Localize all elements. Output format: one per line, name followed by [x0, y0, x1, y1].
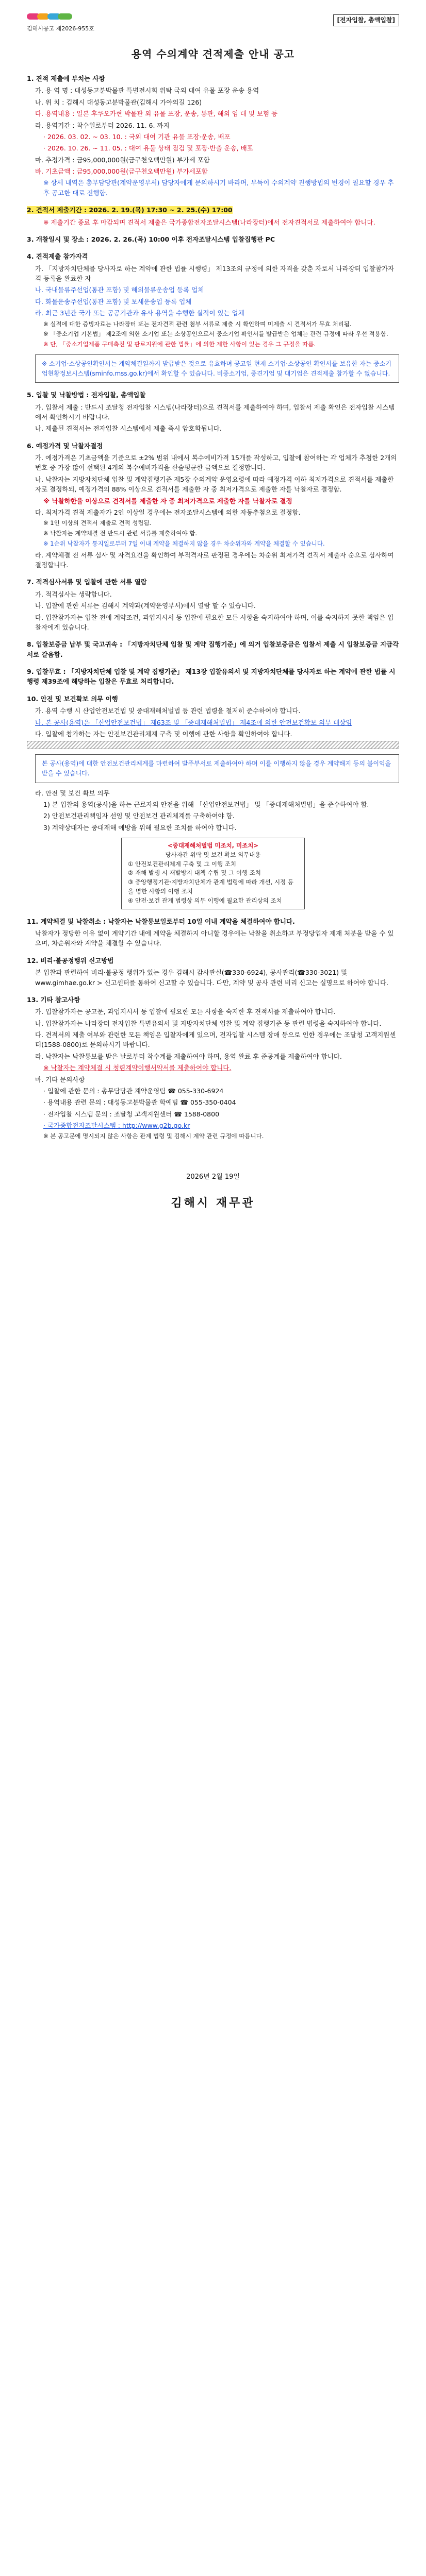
s12-line: 본 입찰과 관련하여 비리·불공정 행위가 있는 경우 김해시 감사관실(☎330-6924), 공사관리(☎330-3021) 및 www.gimhae.go.kr > 신고센터를 통하여 신고할 수 있습니다. 다만, 계약 및 공사 관련 비리 신고는 실명으로 하여야 합니다.	[35, 969, 389, 987]
s1-budget: 마. 추정가격 : 금95,000,000원(금구천오백만원) 부가세 포함	[35, 156, 210, 164]
notice-number: 김해시공고 제2026-955호	[27, 25, 94, 32]
panel-item: ④ 안전·보건 관계 법령상 의무 이행에 필요한 관리상의 조치	[128, 896, 282, 904]
s10-line: 가. 용역 수행 시 산업안전보건법 및 중대재해처벌법 등 관련 법령을 철저히 준수하여야 합니다.	[35, 707, 301, 715]
s1-line: 다. 용역내용 : 일본 후쿠오카현 박물관 외 유물 포장, 운송, 통관, 해외 임 대 및 보험 등	[35, 110, 278, 118]
panel-title: <중대재해처벌법 미조치, 미조치>	[167, 842, 259, 850]
logo-mark-icon	[27, 11, 74, 23]
panel-item: ② 재해 발생 시 재발방지 대책 수립 및 그 이행 조치	[128, 869, 261, 877]
s13-underline-note: ※ 낙찰자는 계약체결 시 청렴계약이행서약서를 제출하여야 합니다.	[43, 1064, 232, 1072]
s1-heading: 1. 견적 제출에 부치는 사항	[27, 75, 105, 83]
s10-after: 2) 안전보건관리책임자 선임 및 안전보건 관리체계를 구축하여야 함.	[43, 812, 235, 820]
s10-line: 다. 입찰에 참가하는 자는 안전보건관리체계 구축 및 이행에 관한 사항을 확인하여야 합니다.	[35, 730, 292, 738]
s13-line: 라. 낙찰자는 낙찰통보를 받은 날로부터 착수계를 제출하여야 하며, 용역 완료 후 준공계를 제출하여야 합니다.	[35, 1052, 342, 1060]
bid-type-tag: [전자입찰, 총액입찰]	[333, 14, 399, 26]
divider-hatch	[27, 741, 399, 749]
s4-heading: 4. 견적제출 참가자격	[27, 252, 88, 261]
s2-heading-text: 2. 견적서 제출기간 : 2026. 2. 19.(목) 17:30 ~ 2. 25.(수) 17:00	[27, 206, 233, 214]
s13-inquiry: · 입찰에 관한 문의 : 총무담당관 계약운영팀 ☎ 055-330-6924	[43, 1087, 224, 1095]
s10-law-panel	[121, 838, 305, 909]
s5-heading: 5. 입찰 및 낙찰방법 : 전자입찰, 총액입찰	[27, 391, 146, 399]
s4-note: ※ 단, 「중소기업제품 구매촉진 및 판로지원에 관한 법률」에 의한 제한 사항이 있는 경우 그 규정을 따름.	[43, 341, 316, 348]
s6-heading: 6. 예정가격 및 낙찰자결정	[27, 442, 103, 450]
s9-heading: 9. 입찰무효 : 「지방자치단체 입찰 및 계약 집행기준」 제13장 입찰유의서 및 지방자치단체를 당사자로 하는 계약에 관한 법률 시행령 제39조에 해당하는 입찰은 무효로 처리합니다.	[27, 668, 396, 686]
s4-line: 가. 「지방자치단체를 당사자로 하는 계약에 관한 법률 시행령」 제13조의 규정에 의한 자격을 갖춘 자로서 나라장터 입찰참가자격 등록을 완료한 자	[35, 264, 395, 283]
issuer-signature: 김해시 재무관	[171, 1197, 255, 1210]
s10-after: 3) 계약상대자는 중대재해 예방을 위해 필요한 조치를 하여야 합니다.	[43, 823, 237, 832]
s5-line: 가. 입찰서 제출 : 반드시 조달청 전자입찰 시스템(나라장터)으로 견적서를 제출하여야 하며, 입찰서 제출 확인은 전자입찰 시스템에서 확인하시기 바랍니다.	[35, 403, 395, 421]
s10-safety-box: 본 공사(용역)에 대한 안전보건관리체계를 마련하여 발주부서로 제출하여야 하며 이를 이행하지 않을 경우 계약해지 등의 불이익을 받을 수 있습니다.	[35, 754, 399, 783]
s11-line: 낙찰자가 정당한 이유 없이 계약기간 내에 계약을 체결하지 아니할 경우에는 낙찰을 취소하고 부정당업자 제재 처분을 받을 수 있으며, 차순위자와 계약을 체결할 수 있습니다.	[35, 929, 394, 947]
s1-line: 가. 용 역 명 : 대성동고분박물관 특별전시회 위탁 국외 대여 유물 포장 운송 용역	[35, 87, 259, 95]
s4-note: ※ 실적에 대한 증빙자료는 나라장터 또는 전자견적 관련 첨부 서류로 제출 시 확인하며 미제출 시 견적서가 무효 처리됨.	[43, 320, 352, 328]
s6-blue-note: ※ 1순위 낙찰자가 통지일로부터 7일 이내 계약을 체결하지 않을 경우 차순위자와 계약을 체결할 수 있습니다.	[43, 539, 325, 547]
s7-heading: 7. 적격심사서류 및 입찰에 관한 서류 열람	[27, 578, 147, 586]
panel-subtitle: 당사자간 위탁 및 보건 확보 의무내용	[165, 851, 261, 858]
s6-line: 다. 최저가격 견적 제출자가 2인 이상일 경우에는 전자조달시스템에 의한 자동추첨으로 결정함.	[35, 508, 301, 516]
s2-heading	[27, 205, 399, 215]
s10-after: 1) 본 입찰의 용역(공사)을 하는 근로자의 안전을 위해 「산업안전보건법」 및 「중대재해처벌법」을 준수하여야 함.	[43, 800, 369, 808]
s6-tail: 라. 계약체결 전 서류 심사 및 자격요건을 확인하여 부적격자로 판정된 경우에는 차순위 최저가격 견적서 제출자 순으로 심사하여 결정합니다.	[35, 551, 394, 569]
s13-final-note: ※ 본 공고문에 명시되지 않은 사항은 관계 법령 및 김해시 계약 관련 규정에 따릅니다.	[43, 1132, 264, 1140]
s13-line: 가. 입찰참가자는 공고문, 과업지시서 등 입찰에 필요한 모든 사항을 숙지한 후 견적서를 제출하여야 합니다.	[35, 1008, 336, 1016]
s4-line: 다. 화물운송주선업(통관 포함) 및 보세운송업 등록 업체	[35, 297, 192, 306]
s2-note: ※ 제출기간 종료 후 마감되며 견적서 제출은 국가종합전자조달시스템(나라장터)에서 전자견적서로 제출하여야 합니다.	[43, 218, 375, 226]
s6-note: ※ 1인 이상의 견적서 제출로 견적 성립됨.	[43, 519, 152, 527]
s13-inquiry: · 전자입찰 시스템 문의 : 조달청 고객지원센터 ☎ 1588-0800	[43, 1110, 220, 1118]
s1-period-item: · 2026. 03. 02. ~ 03. 10. : 국외 대여 기관 유물 포장·운송, 배포	[43, 132, 231, 141]
s3-heading: 3. 개찰일시 및 장소 : 2026. 2. 26.(목) 10:00 이후 전자조달시스템 입찰집행관 PC	[27, 235, 275, 243]
s1-line: 나. 위 치 : 김해시 대성동고분박물관(김해시 가야의길 126)	[35, 98, 202, 106]
s10-line: 나. 본 공사(용역)은 「산업안전보건법」 제63조 및 「중대재해처벌법」 제4조에 의한 안전보건확보 의무 대상임	[35, 718, 352, 726]
s4-note: ※ 「중소기업 기본법」 제2조에 의한 소기업 또는 소상공인으로서 중소기업 확인서를 발급받은 업체는 관련 규정에 따라 우선 적용함.	[43, 330, 388, 338]
s13-inquiry: · 용역내용 관련 문의 : 대성동고분박물관 학예팀 ☎ 055-350-0404	[43, 1098, 236, 1107]
s13-line: 다. 견적서의 제출 여부와 관련한 모든 책임은 입찰자에게 있으며, 전자입찰 시스템 장애 등으로 인한 경우에는 조달청 고객지원센터(1588-0800)로 문의하시기 바랍니다.	[35, 1031, 396, 1049]
s1-base-note: ※ 상세 내역은 총무담당관(계약운영부서) 담당자에게 문의하시기 바라며, 부득이 수의계약 진행방법의 변경이 필요할 경우 추후 공고한 대로 진행함.	[43, 179, 394, 197]
s6-note: ※ 낙찰자는 계약체결 전 반드시 관련 서류를 제출하여야 함.	[43, 530, 198, 537]
s11-heading: 11. 계약체결 및 낙찰취소 : 낙찰자는 낙찰통보일로부터 10일 이내 계약을 체결하여야 합니다.	[27, 917, 295, 925]
s6-line: 가. 예정가격은 기초금액을 기준으로 ±2% 범위 내에서 복수예비가격 15개를 작성하고, 입찰에 참여하는 각 업체가 추첨한 2개의 번호 중 가장 많이 선택된 4개의 복수예비가격을 산술평균한 금액으로 결정합니다.	[35, 454, 397, 472]
s7-line: 나. 입찰에 관한 서류는 김해시 계약과(계약운영부서)에서 열람 할 수 있습니다.	[35, 602, 256, 610]
s1-period-label: 라. 용역기간 : 착수일로부터 2026. 11. 6. 까지	[35, 121, 170, 129]
s12-heading: 12. 비리·불공정행위 신고방법	[27, 956, 114, 964]
s8-heading: 8. 입찰보증금 납부 및 국고귀속 : 「지방자치단체 입찰 및 계약 집행기준」에 의거 입찰보증금은 입찰서 제출 시 입찰보증금 지급각서로 갈음함.	[27, 640, 399, 658]
header-bar	[27, 11, 399, 33]
s13-heading: 13. 기타 참고사항	[27, 995, 80, 1004]
s7-line: 다. 입찰참가자는 입찰 전에 계약조건, 과업지시서 등 입찰에 필요한 모든 사항을 숙지하여야 하며, 이를 숙지하지 못한 책임은 입찰자에게 있습니다.	[35, 613, 394, 631]
s4-notice-box: ※ 소기업·소상공인확인서는 계약체결일까지 발급받은 것으로 유효하며 공고일 현재 소기업·소상공인 확인서를 보유한 자는 중소기업현황정보시스템(sminfo.mss.go.kr)에서 확인할 수 있습니다. 비중소기업, 중견기업 및 대기업은 견적제출 참가할 수 없습니다.	[35, 354, 399, 383]
s6-line: 나. 낙찰자는 지방자치단체 입찰 및 계약집행기준 제5장 수의계약 운영요령에 따라 예정가격 이하 최저가격으로 견적서를 제출한 자로 결정하되, 예정가격의 88% 이상으로 견적서를 제출한 자 중 최저가격으로 제출한 자를 낙찰자로 결정함.	[35, 475, 394, 494]
page-title: 용역 수의계약 견적제출 안내 공고	[131, 48, 295, 61]
s13-line: 나. 입찰참가자는 나라장터 전자입찰 특별유의서 및 지방자치단체 입찰 및 계약 집행기준 등 관련 법령을 숙지하여야 합니다.	[35, 1019, 382, 1027]
s5-line: 나. 제출된 견적서는 전자입찰 시스템에서 제출 즉시 암호화됩니다.	[35, 425, 222, 433]
s6-red-note: ※ 낙찰하한율 이상으로 견적서를 제출한 자 중 최저가격으로 제출한 자를 낙찰자로 결정	[43, 497, 292, 505]
s7-line: 가. 적격심사는 생략합니다.	[35, 590, 112, 598]
city-logo	[27, 11, 94, 33]
s4-line: 라. 최근 3년간 국가 또는 공공기관과 유사 용역을 수행한 실적이 있는 업체	[35, 309, 244, 317]
s10-heading: 10. 안전 및 보건확보 의무 이행	[27, 694, 118, 703]
s10-after: 라. 안전 및 보건 확보 의무	[35, 789, 110, 797]
s1-base: 바. 기초금액 : 금95,000,000원(금구천오백만원) 부가세포함	[35, 167, 208, 176]
g2b-link[interactable]: · 국가종합전자조달시스템 : http://www.g2b.go.kr	[43, 1122, 190, 1130]
notice-date: 2026년 2월 19일	[186, 1173, 240, 1181]
s1-period-item: · 2026. 10. 26. ~ 11. 05. : 대여 유물 상태 점검 및 포장·반출 운송, 배포	[43, 144, 253, 152]
panel-item: ① 안전보건관리체계 구축 및 그 이행 조치	[128, 860, 236, 868]
s4-line: 나. 국내물류주선업(통관 포함) 및 해외물류운송업 등록 업체	[35, 286, 204, 294]
s13-inquiry-head: 마. 기타 문의사항	[35, 1075, 85, 1083]
panel-item: ③ 중앙행정기관·지방자치단체가 관계 법령에 따라 개선, 시정 등을 명한 사항의 이행 조치	[128, 878, 293, 895]
